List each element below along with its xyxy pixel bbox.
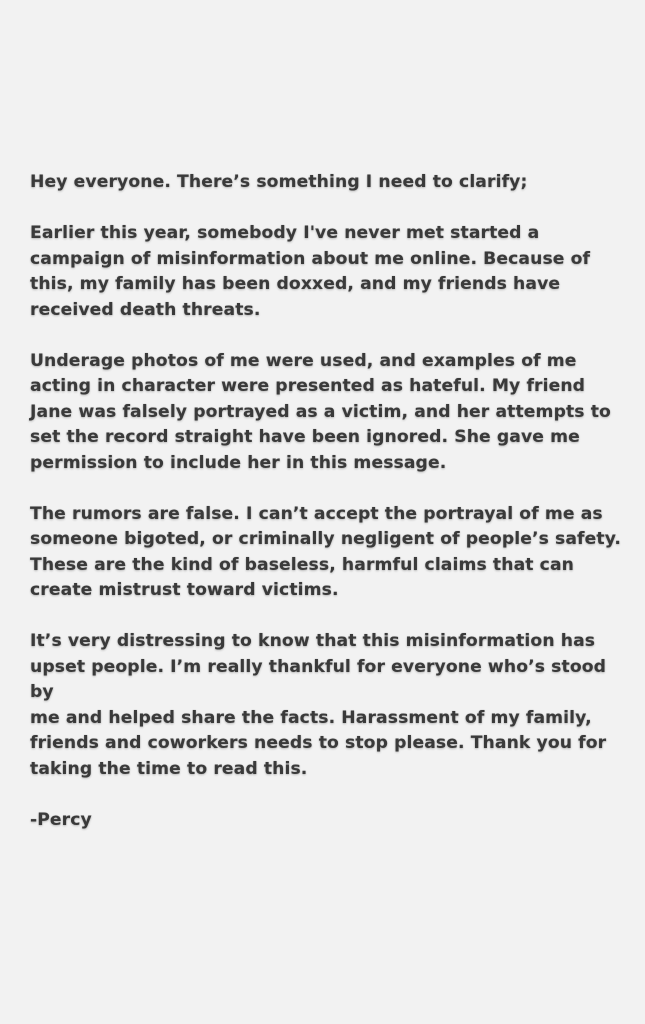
- note-body: [30, 170, 630, 833]
- note-signature: -Percy: [30, 809, 92, 830]
- note-paragraph-thanks: It’s very distressing to know that this misinformation has upset people. I’m really thankful for everyone who’s stood by me and helped share the facts. Harassment of my family, friends and coworkers needs to stop please. Thank you for taking the time to read this.: [30, 631, 607, 779]
- note-paragraph-background: Earlier this year, somebody I've never met started a campaign of misinformation about me online. Because of this, my family has been doxxed, and my friends have received death threats.: [30, 223, 591, 320]
- note-greeting: Hey everyone. There’s something I need to clarify;: [30, 172, 528, 192]
- note-paragraph-rumors: The rumors are false. I can’t accept the portrayal of me as someone bigoted, or criminally negligent of people’s safety. These are the kind of baseless, harmful claims that can create mistrust toward victims.: [30, 503, 622, 600]
- note-paragraph-photos: Underage photos of me were used, and examples of me acting in character were presented as hateful. My friend Jane was falsely portrayed as a victim, and her attempts to set the record straight have been ignored. She gave me permission to include her in this message.: [30, 350, 611, 473]
